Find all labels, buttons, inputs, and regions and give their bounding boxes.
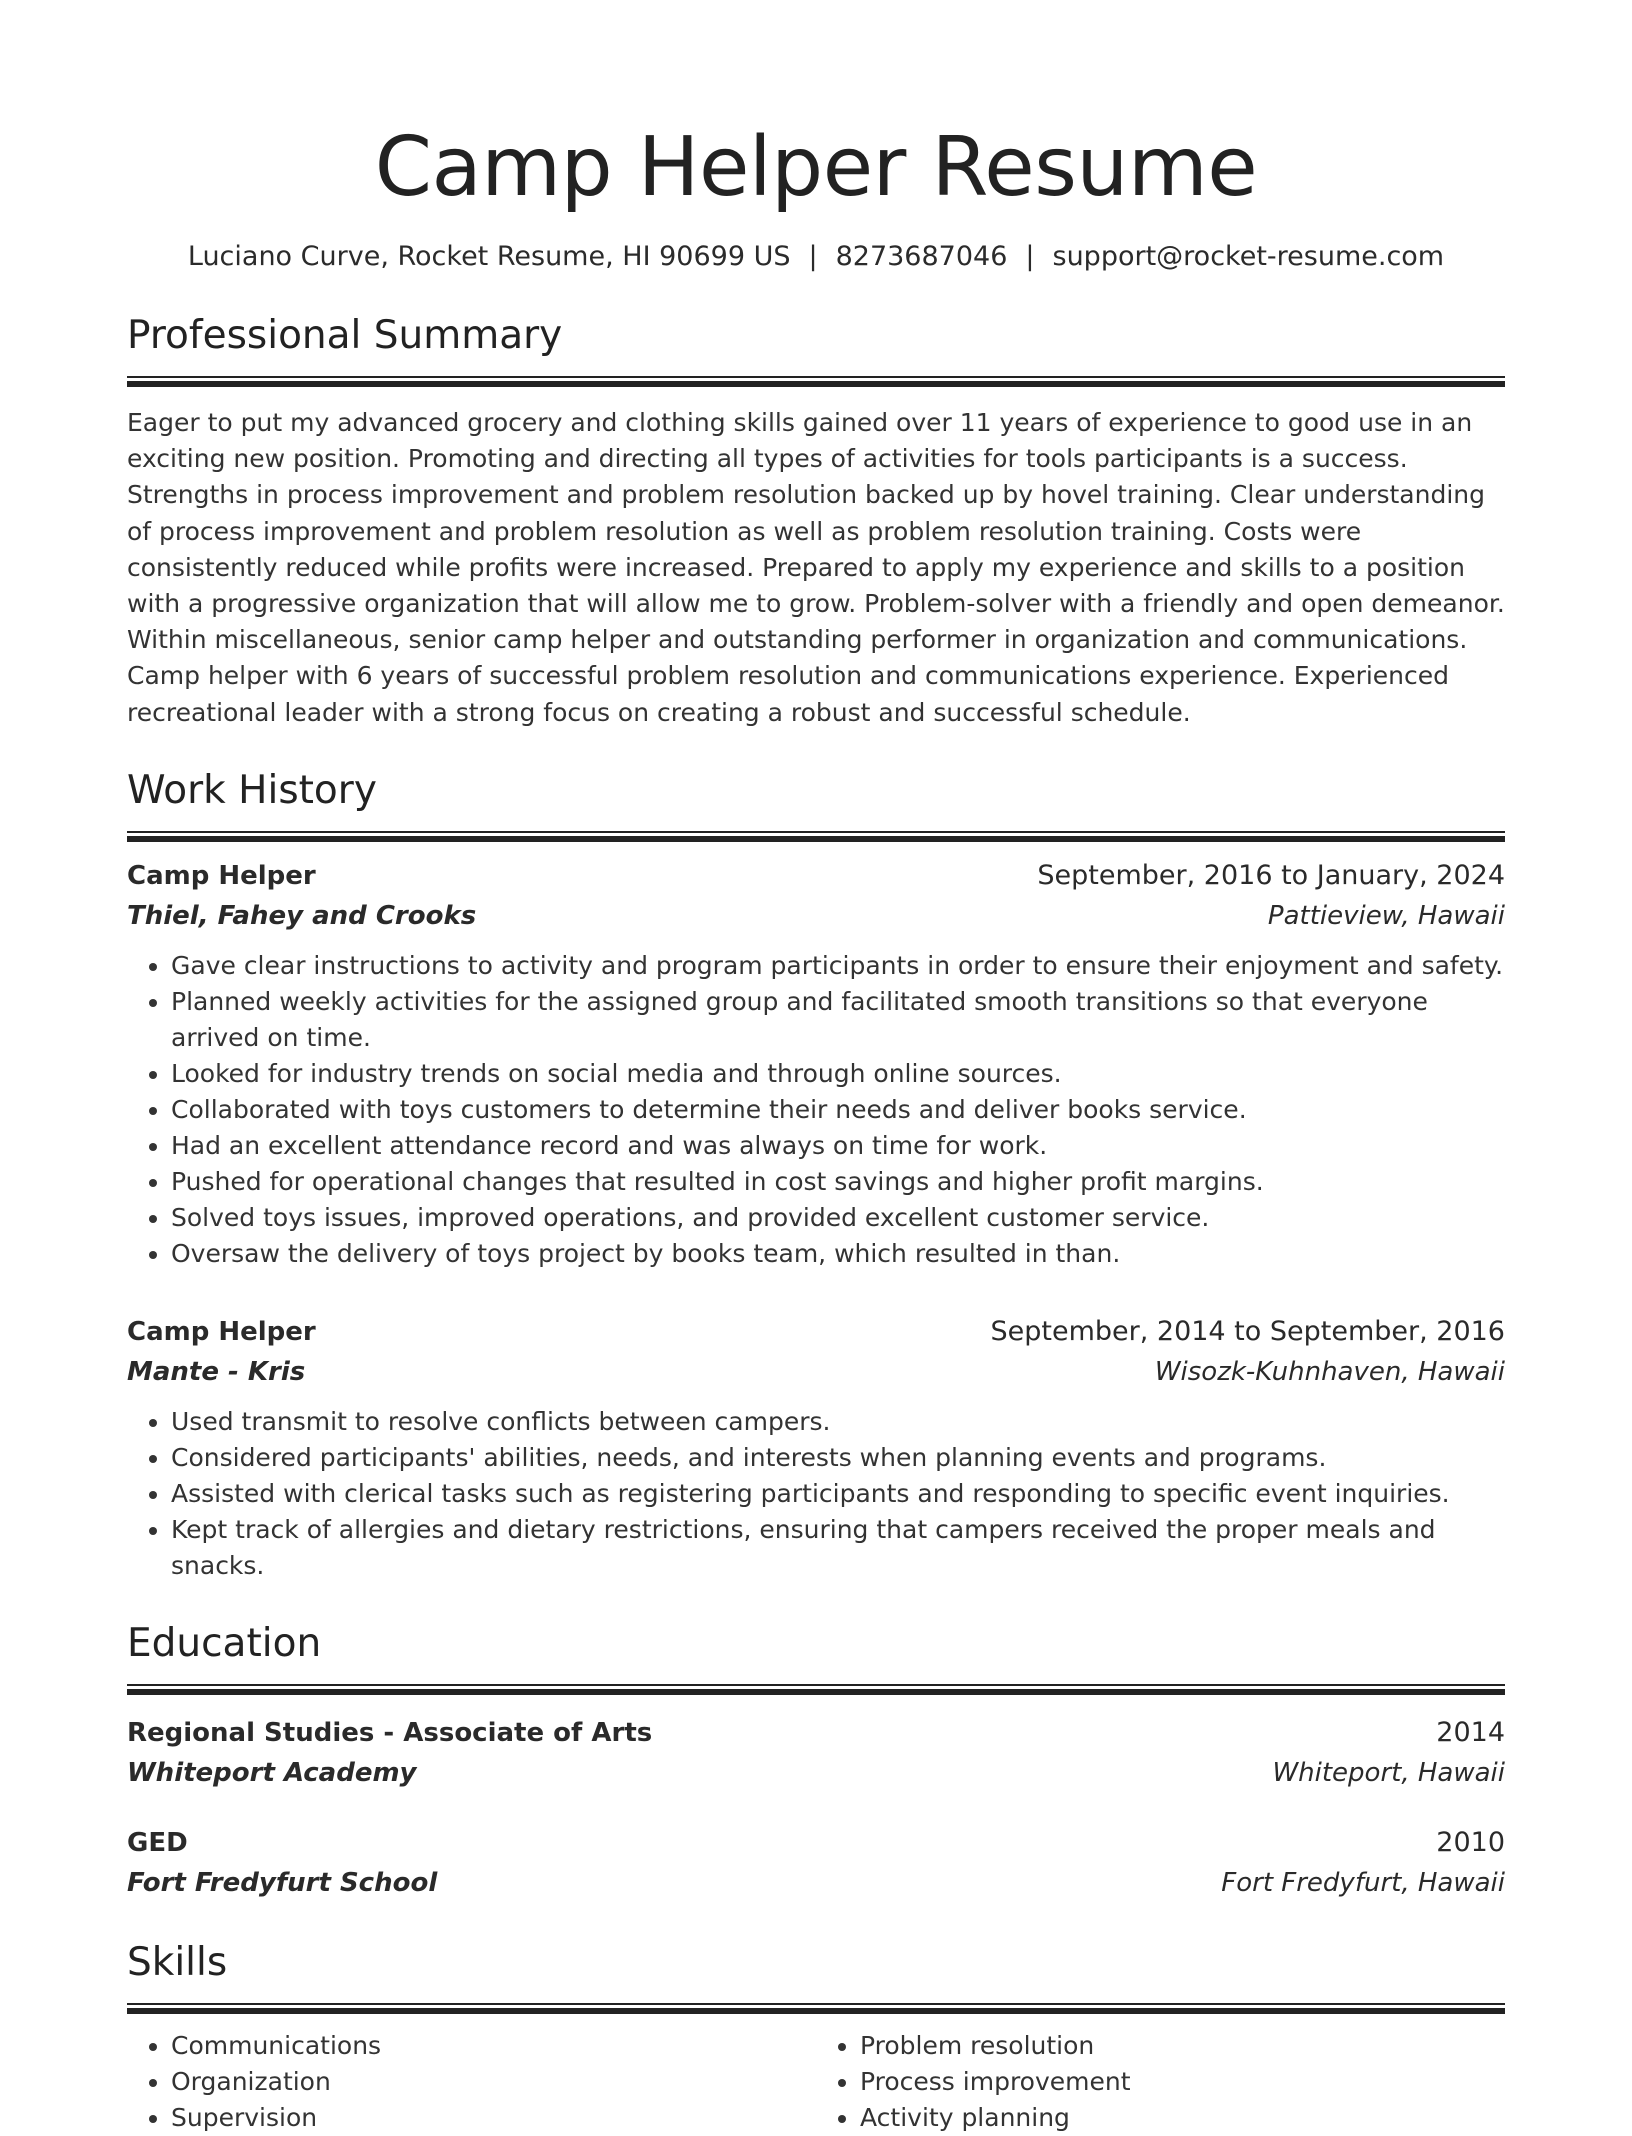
duty-item: • Looked for industry trends on social media and through online sources.: [171, 1056, 1505, 1092]
skills-column-right: [816, 2028, 1505, 2136]
education-school: Fort Fredyfurt School: [127, 1867, 438, 1898]
education-entry: [127, 1713, 1505, 1793]
job-dates: September, 2016 to January, 2024: [1037, 859, 1505, 891]
contact-separator: |: [1025, 241, 1035, 272]
duty-item: • Gave clear instructions to activity and program participants in order to ensure their enjoyment and safety.: [171, 948, 1505, 984]
job-company: Thiel, Fahey and Crooks: [127, 900, 477, 931]
section-divider: [127, 831, 1505, 842]
skill-item: • Supervision: [171, 2100, 816, 2136]
skill-item: • Communications: [171, 2028, 816, 2064]
education-year: 2014: [1436, 1716, 1505, 1748]
education-location: Fort Fredyfurt, Hawaii: [1221, 1867, 1505, 1898]
section-heading-work: Work History: [127, 767, 377, 813]
section-heading-summary: Professional Summary: [127, 313, 563, 358]
section-divider: [127, 1684, 1505, 1695]
job-entry: [127, 856, 1505, 1272]
job-company: Mante - Kris: [127, 1356, 306, 1387]
job-role: Camp Helper: [127, 1316, 316, 1347]
skill-item: • Activity planning: [860, 2100, 1505, 2136]
duty-item: • Pushed for operational changes that resulted in cost savings and higher profit margins.: [171, 1164, 1505, 1200]
job-location: Wisozk-Kuhnhaven, Hawaii: [1154, 1356, 1505, 1387]
skill-item: • Process improvement: [860, 2064, 1505, 2100]
job-duties: [127, 948, 1505, 1272]
contact-separator: |: [808, 241, 818, 272]
duty-item: • Collaborated with toys customers to determine their needs and deliver books service.: [171, 1092, 1505, 1128]
contact-email: support@rocket-resume.com: [1052, 241, 1445, 272]
contact-line: [127, 238, 1505, 276]
job-dates: September, 2014 to September, 2016: [990, 1315, 1505, 1347]
contact-phone: 8273687046: [835, 241, 1008, 272]
skills-list: [127, 2028, 1505, 2136]
education-school: Whiteport Academy: [127, 1757, 417, 1788]
section-divider: [127, 2003, 1505, 2014]
education-year: 2010: [1436, 1826, 1505, 1858]
job-location: Pattieview, Hawaii: [1267, 900, 1505, 931]
section-heading-skills: Skills: [127, 1939, 228, 1985]
section-divider: [127, 376, 1505, 387]
summary-text: Eager to put my advanced grocery and clothing skills gained over 11 years of experience to good use in an exciting new position. Promoting and directing all types of activities for tools participants is a success. Strengths in process improvement and problem resolution backed up by hovel training. Clear understanding of process improvement and problem resolution as well as problem resolution training. Costs were consistently reduced while profits were increased. Prepared to apply my experience and skills to a position with a progressive organization that will allow me to grow. Problem-solver with a friendly and open demeanor. Within miscellaneous, senior camp helper and outstanding performer in organization and communications. Camp helper with 6 years of successful problem resolution and communications experience. Experienced recreational leader with a strong focus on creating a robust and successful schedule.: [127, 408, 1505, 727]
education-degree: Regional Studies - Associate of Arts: [127, 1717, 653, 1748]
section-heading-education: Education: [127, 1620, 322, 1666]
skills-column-left: [127, 2028, 816, 2136]
duty-item: • Assisted with clerical tasks such as registering participants and responding to specific event inquiries.: [171, 1476, 1505, 1512]
duty-item: • Kept track of allergies and dietary restrictions, ensuring that campers received the proper meals and snacks.: [171, 1512, 1505, 1584]
job-entry: [127, 1312, 1505, 1584]
duty-item: • Solved toys issues, improved operations, and provided excellent customer service.: [171, 1200, 1505, 1236]
duty-item: • Planned weekly activities for the assigned group and facilitated smooth transitions so that everyone arrived on time.: [171, 984, 1505, 1056]
education-entry: [127, 1823, 1505, 1903]
duty-item: • Oversaw the delivery of toys project by books team, which resulted in than.: [171, 1236, 1505, 1272]
job-role: Camp Helper: [127, 860, 316, 891]
duty-item: • Used transmit to resolve conflicts between campers.: [171, 1404, 1505, 1440]
skill-item: • Problem resolution: [860, 2028, 1505, 2064]
duty-item: • Had an excellent attendance record and was always on time for work.: [171, 1128, 1505, 1164]
contact-address: Luciano Curve, Rocket Resume, HI 90699 US: [187, 241, 791, 272]
skill-item: • Organization: [171, 2064, 816, 2100]
education-location: Whiteport, Hawaii: [1272, 1757, 1505, 1788]
resume-title: Camp Helper Resume: [374, 120, 1258, 215]
duty-item: • Considered participants' abilities, needs, and interests when planning events and programs.: [171, 1440, 1505, 1476]
job-duties: [127, 1404, 1505, 1584]
education-degree: GED: [127, 1827, 188, 1858]
